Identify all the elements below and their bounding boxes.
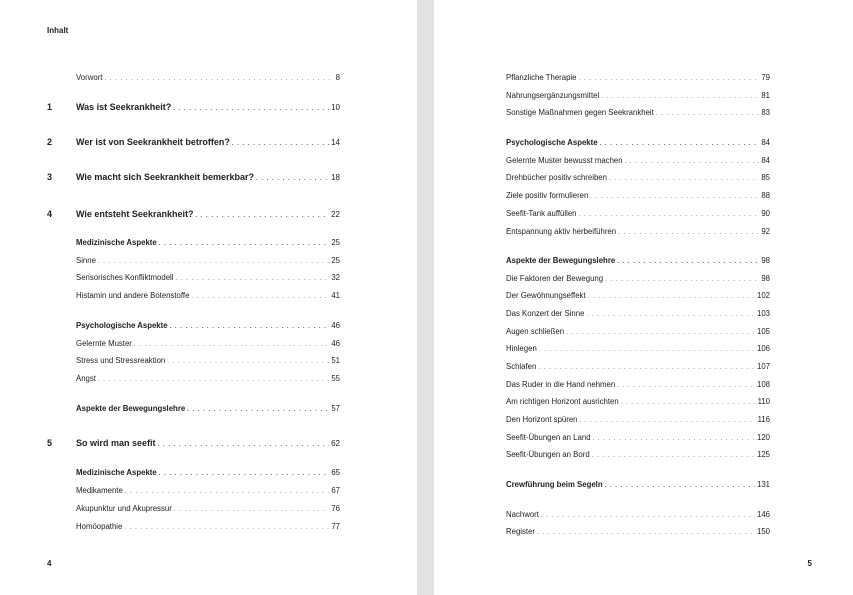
dot-leader [191, 292, 329, 302]
toc-entry-item [506, 450, 770, 461]
toc-entry-item [76, 339, 340, 350]
toc-entry-page: 81 [761, 91, 770, 100]
dot-leader [256, 174, 329, 184]
toc-entry-page: 102 [756, 291, 770, 300]
toc-entry-page: 51 [331, 356, 340, 365]
toc-entry-page: 116 [757, 415, 770, 424]
dot-leader [593, 434, 755, 444]
dot-leader [134, 340, 329, 350]
dot-leader [621, 398, 756, 408]
toc-entry-page: 85 [761, 173, 770, 182]
toc-entry-title: Sonstige Maßnahmen gegen Seekrankheit [506, 108, 654, 117]
toc-entry-title: Hinlegen [506, 344, 537, 353]
toc-entry-title: Gelernte Muster bewusst machen [506, 156, 623, 165]
toc-entry-item [506, 274, 770, 285]
toc-entry-page: 83 [761, 108, 770, 117]
toc-entry-item [506, 527, 770, 538]
toc-entry-page: 88 [761, 191, 770, 200]
toc-entry-page: 125 [756, 450, 770, 459]
dot-leader [617, 381, 755, 391]
toc-entry-title: Psychologische Aspekte [506, 138, 598, 147]
toc-entry-title: Drehbücher positiv schreiben [506, 173, 607, 182]
toc-entry-item [506, 191, 770, 202]
toc-entry-page: 57 [331, 404, 340, 413]
toc-entry-title: Medikamente [76, 486, 123, 495]
toc-entry-page: 98 [761, 274, 770, 283]
toc-entry-page: 32 [331, 273, 340, 282]
toc-entry-section [76, 321, 340, 332]
toc-entry-title: Ziele positiv formulieren [506, 191, 589, 200]
toc-entry-item [506, 344, 770, 355]
toc-entry-page: 150 [756, 527, 770, 536]
dot-leader [579, 210, 760, 220]
page-number-right: 5 [807, 559, 812, 568]
toc-entry-title: Sensorisches Konfliktmodell [76, 273, 174, 282]
toc-entry-chapter [47, 438, 340, 450]
toc-entry-page: 98 [761, 256, 770, 265]
chapter-number: 1 [47, 102, 53, 112]
dot-leader [588, 292, 755, 302]
toc-entry-title: Augen schließen [506, 327, 565, 336]
toc-entry-title: Psychologische Aspekte [76, 321, 168, 330]
toc-entry-page: 25 [331, 256, 340, 265]
dot-leader [159, 239, 330, 249]
toc-entry-chapter [47, 102, 340, 114]
dot-leader [580, 416, 756, 426]
toc-entry-title: Wer ist von Seekrankheit betroffen? [76, 137, 230, 147]
dot-leader [158, 440, 330, 450]
dot-leader [167, 357, 329, 367]
toc-entry-title: Das Konzert der Sinne [506, 309, 585, 318]
dot-leader [539, 345, 755, 355]
toc-entry-page: 22 [331, 210, 340, 219]
toc-entry-title: Seefit-Übungen an Bord [506, 450, 590, 459]
toc-entry-page: 108 [756, 380, 770, 389]
toc-entry-page: 55 [331, 374, 340, 383]
dot-leader [538, 363, 755, 373]
toc-entry-title: Crewführung beim Segeln [506, 480, 603, 489]
chapter-number: 5 [47, 438, 53, 448]
toc-entry-title: Schlafen [506, 362, 537, 371]
toc-entry-item [506, 362, 770, 373]
toc-entry-title: Angst [76, 374, 96, 383]
toc-entry-page: 18 [331, 173, 340, 182]
toc-entry-section [506, 480, 770, 491]
toc-entry-title: Der Gewöhnungseffekt [506, 291, 586, 300]
toc-entry-title: Nahrungsergänzungsmittel [506, 91, 600, 100]
toc-entry-item [506, 173, 770, 184]
dot-leader [124, 523, 329, 533]
dot-leader [104, 74, 333, 84]
toc-entry-page: 131 [756, 480, 770, 489]
toc-entry-item [506, 433, 770, 444]
toc-entry-title: Am richtigen Horizont ausrichten [506, 397, 619, 406]
toc-entry-title: Nachwort [506, 510, 539, 519]
toc-entry-item [76, 522, 340, 533]
dot-leader [187, 405, 329, 415]
dot-leader [618, 228, 759, 238]
chapter-number: 3 [47, 172, 53, 182]
toc-entry-title: So wird man seefit [76, 438, 156, 448]
toc-entry-title: Vorwort [76, 73, 103, 82]
toc-entry-title: Aspekte der Bewegungslehre [506, 256, 616, 265]
dot-leader [579, 74, 760, 84]
toc-entry-item [76, 291, 340, 302]
toc-entry-item [506, 397, 770, 408]
toc-entry-item [76, 504, 340, 515]
toc-entry-page: 46 [331, 339, 340, 348]
toc-entry-page: 41 [331, 291, 340, 300]
toc-entry-title: Aspekte der Bewegungslehre [76, 404, 186, 413]
dot-leader [174, 505, 330, 515]
toc-entry-title: Medizinische Aspekte [76, 468, 157, 477]
dot-leader [586, 310, 755, 320]
toc-entry-title: Medizinische Aspekte [76, 238, 157, 247]
toc-entry-title: Gelernte Muster [76, 339, 132, 348]
dot-leader [98, 257, 329, 267]
dot-leader [170, 322, 330, 332]
toc-entry-page: 65 [331, 468, 340, 477]
toc-entry-page: 110 [757, 397, 770, 406]
toc-entry-item [506, 327, 770, 338]
dot-leader [605, 275, 759, 285]
dot-leader [159, 469, 330, 479]
toc-entry-chapter [47, 209, 340, 221]
dot-leader [537, 528, 755, 538]
toc-entry-title: Seefit-Übungen an Land [506, 433, 591, 442]
dot-leader [566, 328, 755, 338]
dot-leader [541, 511, 755, 521]
toc-entry-page: 92 [761, 227, 770, 236]
dot-leader [125, 487, 330, 497]
toc-entry-page: 76 [331, 504, 340, 513]
toc-entry-page: 146 [756, 510, 770, 519]
dot-leader [98, 375, 329, 385]
toc-entry-item [506, 291, 770, 302]
toc-entry-item [506, 156, 770, 167]
toc-entry-item [76, 486, 340, 497]
toc-entry-page: 62 [331, 439, 340, 448]
toc-entry-item [506, 91, 770, 102]
toc-entry-item [506, 227, 770, 238]
dot-leader [625, 157, 760, 167]
toc-entry-page: 84 [761, 138, 770, 147]
dot-leader [600, 139, 760, 149]
toc-entry-section [506, 256, 770, 267]
toc-entry-section [76, 238, 340, 249]
toc-entry-title: Entspannung aktiv herbeiführen [506, 227, 617, 236]
dot-leader [609, 174, 759, 184]
toc-entry-title: Akupunktur und Akupressur [76, 504, 172, 513]
toc-entry-chapter [47, 172, 340, 184]
dot-leader [195, 211, 329, 221]
toc-entry-page: 10 [331, 103, 340, 112]
toc-entry-item [506, 108, 770, 119]
toc-entry-page: 14 [331, 138, 340, 147]
toc-entry-page: 79 [761, 73, 770, 82]
toc-entry-item [76, 73, 340, 84]
dot-leader [176, 274, 330, 284]
page-number-left: 4 [47, 559, 52, 568]
toc-entry-item [76, 273, 340, 284]
toc-entry-page: 90 [761, 209, 770, 218]
toc-entry-page: 106 [756, 344, 770, 353]
toc-entry-title: Sinne [76, 256, 96, 265]
dot-leader [592, 451, 755, 461]
toc-entry-item [506, 73, 770, 84]
toc-entry-title: Homöopathie [76, 522, 123, 531]
dot-leader [601, 92, 759, 102]
toc-entry-page: 84 [761, 156, 770, 165]
dot-leader [590, 192, 759, 202]
dot-leader [173, 104, 329, 114]
toc-entry-item [76, 256, 340, 267]
toc-entry-item [506, 309, 770, 320]
toc-entry-item [76, 356, 340, 367]
toc-entry-item [506, 415, 770, 426]
dot-leader [656, 109, 760, 119]
toc-entry-title: Histamin und andere Botenstoffe [76, 291, 190, 300]
toc-entry-title: Die Faktoren der Bewegung [506, 274, 604, 283]
toc-entry-page: 105 [756, 327, 770, 336]
toc-entry-title: Stress und Stressreaktion [76, 356, 166, 365]
toc-entry-title: Seefit-Tank auffüllen [506, 209, 577, 218]
left-page [0, 0, 417, 595]
toc-entry-item [506, 209, 770, 220]
toc-entry-title: Pflanzliche Therapie [506, 73, 577, 82]
dot-leader [232, 139, 329, 149]
toc-entry-title: Register [506, 527, 536, 536]
right-page [434, 0, 853, 595]
toc-entry-item [506, 510, 770, 521]
toc-entry-page: 103 [756, 309, 770, 318]
chapter-number: 2 [47, 137, 53, 147]
toc-entry-item [76, 374, 340, 385]
dot-leader [617, 257, 759, 267]
toc-entry-page: 67 [331, 486, 340, 495]
toc-header: Inhalt [47, 26, 69, 35]
toc-entry-page: 107 [756, 362, 770, 371]
toc-entry-section [506, 138, 770, 149]
toc-entry-title: Den Horizont spüren [506, 415, 578, 424]
dot-leader [605, 481, 755, 491]
chapter-number: 4 [47, 209, 53, 219]
toc-entry-page: 77 [331, 522, 340, 531]
toc-entry-section [76, 468, 340, 479]
toc-entry-page: 46 [331, 321, 340, 330]
toc-entry-title: Wie macht sich Seekrankheit bemerkbar? [76, 172, 254, 182]
toc-entry-page: 8 [335, 73, 340, 82]
toc-entry-title: Das Ruder in die Hand nehmen [506, 380, 616, 389]
toc-entry-page: 120 [756, 433, 770, 442]
toc-entry-title: Wie entsteht Seekrankheit? [76, 209, 194, 219]
toc-entry-page: 25 [331, 238, 340, 247]
toc-entry-title: Was ist Seekrankheit? [76, 102, 172, 112]
toc-entry-item [506, 380, 770, 391]
toc-entry-section [76, 404, 340, 415]
toc-entry-chapter [47, 137, 340, 149]
